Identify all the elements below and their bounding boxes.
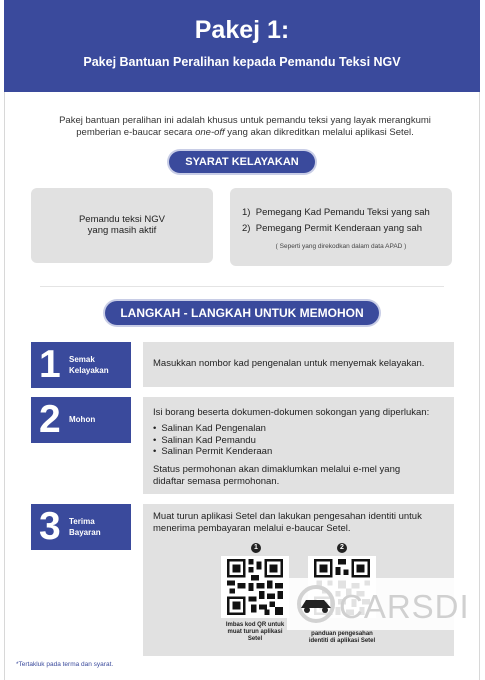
eligibility-item-num: 1) — [242, 207, 251, 218]
step-1-panel — [143, 342, 454, 387]
step-label-line1: Terima — [69, 517, 95, 526]
step-3-line1: Muat turun aplikasi Setel dan lakukan pengesahan identiti untuk — [153, 511, 422, 522]
steps-heading: LANGKAH - LANGKAH UNTUK MEMOHON — [105, 301, 379, 325]
footnote: *Tertakluk pada terma dan syarat. — [16, 661, 114, 668]
status-line2: didaftar semasa permohonan. — [153, 475, 280, 487]
intro-line1: Pakej bantuan peralihan ini adalah khusus untuk pemandu teksi yang layak merangkumi — [59, 115, 431, 126]
step-label-line1: Semak — [69, 355, 95, 364]
header-banner — [4, 0, 480, 92]
step-label-line2: Bayaran — [69, 528, 101, 537]
qr-step-number: 2 — [337, 543, 347, 553]
step-2-badge — [31, 397, 131, 443]
eligibility-box-left — [31, 188, 213, 263]
step-number: 2 — [39, 398, 61, 441]
qr-label-line2: muat turun aplikasi — [227, 629, 283, 635]
intro-line2-post: yang akan dikreditkan melalui aplikasi Setel. — [224, 127, 414, 138]
car-logo-icon — [291, 584, 341, 624]
intro-text — [40, 115, 450, 139]
divider — [40, 286, 444, 287]
eligibility-item — [242, 207, 430, 218]
page-title: Pakej 1: — [194, 16, 290, 44]
eligibility-left-line1: Pemandu teksi NGV — [78, 214, 166, 225]
qr-label-line3: Setel — [247, 636, 263, 642]
qr-step-number: 1 — [251, 543, 261, 553]
step-number: 3 — [39, 505, 61, 548]
qr-code-icon[interactable] — [227, 559, 283, 615]
step-3-badge — [31, 504, 131, 550]
watermark-text: CARSDI — [339, 588, 470, 625]
step-label — [69, 516, 101, 538]
list-item: • Salinan Kad Pemandu — [153, 435, 272, 447]
step-2-status — [153, 464, 446, 487]
step-number: 1 — [39, 343, 61, 386]
qr-label — [219, 622, 291, 643]
list-item: • Salinan Permit Kenderaan — [153, 446, 272, 458]
step-2-text: Isi borang beserta dokumen-dokumen sokongan yang diperlukan: — [153, 407, 430, 418]
eligibility-left-text — [31, 214, 213, 236]
watermark — [287, 578, 470, 630]
step-1-badge — [31, 342, 131, 388]
list-item: • Salinan Kad Pengenalan — [153, 423, 272, 435]
step-label-line2: Kelayakan — [69, 366, 109, 375]
eligibility-item-num: 2) — [242, 223, 251, 234]
step-1-text: Masukkan nombor kad pengenalan untuk menyemak kelayakan. — [153, 358, 425, 369]
step-label — [69, 354, 109, 376]
eligibility-item-text: Pemegang Permit Kenderaan yang sah — [255, 223, 423, 234]
step-3-line2: menerima pembayaran melalui e-baucar Setel. — [153, 522, 351, 534]
eligibility-item-text: Pemegang Kad Pemandu Teksi yang sah — [255, 207, 430, 218]
qr-label-line1: panduan pengesahan — [311, 631, 373, 637]
eligibility-item — [242, 223, 422, 234]
intro-line2-em: one-off — [195, 127, 225, 138]
qr-label-line2: identiti di aplikasi Setel — [308, 638, 376, 644]
eligibility-note: ( Seperti yang direkodkan dalam data APAD ) — [275, 243, 407, 250]
intro-line2-pre: pemberian e-baucar secara — [76, 127, 196, 138]
document-list — [153, 423, 272, 458]
step-3-text — [153, 511, 446, 534]
qr-label — [302, 631, 382, 645]
qr-code-card — [221, 556, 289, 618]
eligibility-box-right — [230, 188, 452, 266]
page-subtitle: Pakej Bantuan Peralihan kepada Pemandu Teksi NGV — [83, 55, 401, 69]
step-2-panel — [143, 397, 454, 494]
eligibility-heading: SYARAT KELAYAKAN — [169, 151, 315, 173]
eligibility-left-line2: yang masih aktif — [87, 225, 157, 236]
step-label: Mohon — [69, 415, 96, 424]
qr-label-line1: Imbas kod QR untuk — [225, 622, 285, 628]
status-line1: Status permohonan akan dimaklumkan melalui e-mel yang — [153, 464, 401, 475]
